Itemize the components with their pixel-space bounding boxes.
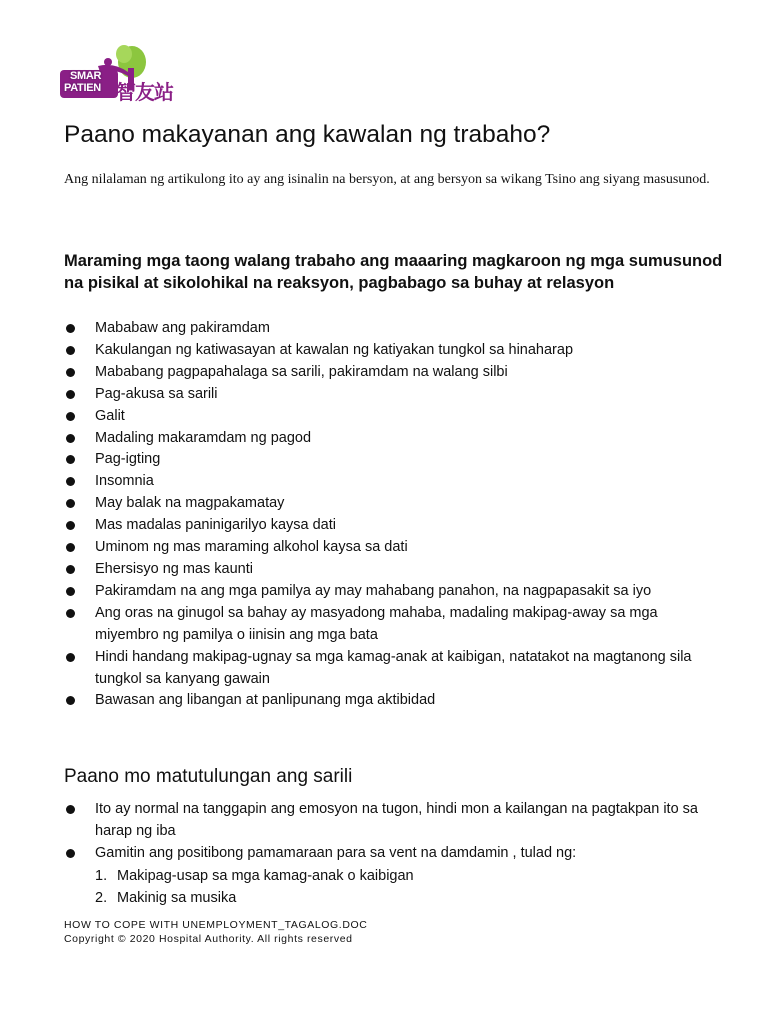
numbered-item	[95, 865, 695, 887]
list-item: Uminom ng mas maraming alkohol kaysa sa dati	[64, 537, 724, 559]
item-text: Makipag-usap sa mga kamag-anak o kaibigan	[117, 868, 414, 884]
item-text: Makinig sa musika	[117, 890, 237, 906]
list-item: Mababaw ang pakiramdam	[64, 318, 724, 340]
list-item: Pakiramdam na ang mga pamilya ay may mahabang panahon, na nagpapasakit sa iyo	[64, 581, 724, 603]
list-item: Galit	[64, 406, 724, 428]
page-title: Paano makayanan ang kawalan ng trabaho?	[64, 121, 551, 148]
footer	[64, 918, 367, 946]
section1-list	[64, 318, 724, 712]
list-item: Kakulangan ng katiwasayan at kawalan ng katiyakan tungkol sa hinaharap	[64, 340, 724, 362]
intro-paragraph: Ang nilalaman ng artikulong ito ay ang isinalin na bersyon, at ang bersyon sa wikang Tsino ang siyang masusunod.	[64, 172, 710, 187]
list-item: Mas madalas paninigarilyo kaysa dati	[64, 515, 724, 537]
list-item: Gamitin ang positibong pamamaraan para sa vent na damdamin , tulad ng:	[64, 843, 724, 865]
list-item: Ito ay normal na tanggapin ang emosyon na tugon, hindi mon a kailangan na pagtakpan ito sa harap ng iba	[64, 799, 724, 843]
list-item: Pag-akusa sa sarili	[64, 384, 724, 406]
list-item: Ang oras na ginugol sa bahay ay masyadong mahaba, madaling makipag-away sa mga miyembro ng pamilya o iinisin ang mga bata	[64, 603, 724, 647]
footer-filename: HOW TO COPE WITH UNEMPLOYMENT_TAGALOG.DOC	[64, 919, 368, 931]
section2-numbered-list	[95, 865, 695, 909]
section2-heading: Paano mo matutulungan ang sarili	[64, 766, 353, 787]
footer-copyright: Copyright © 2020 Hospital Authority. All rights reserved	[64, 933, 353, 945]
numbered-item	[95, 887, 695, 909]
list-item: Mababang pagpapahalaga sa sarili, pakiramdam na walang silbi	[64, 362, 724, 384]
logo-text-patient: PATIEN	[64, 82, 101, 94]
list-item: May balak na magpakamatay	[64, 493, 724, 515]
list-item: Madaling makaramdam ng pagod	[64, 428, 724, 450]
list-item: Hindi handang makipag-ugnay sa mga kamag-anak at kaibigan, natatakot na magtanong sila tungkol sa kanyang gawain	[64, 647, 724, 691]
item-number: 2.	[95, 890, 108, 906]
list-item: Pag-igting	[64, 449, 724, 471]
logo-text-chinese: 智友站	[116, 80, 173, 104]
logo	[58, 40, 188, 106]
item-number: 1.	[95, 868, 108, 884]
section1-heading: Maraming mga taong walang trabaho ang maaaring magkaroon ng mga sumusunod na pisikal at sikolohikal na reaksyon, pagbabago sa buhay at relasyon	[64, 252, 723, 292]
list-item: Bawasan ang libangan at panlipunang mga aktibidad	[64, 690, 724, 712]
logo-text-smart: SMAR	[70, 70, 102, 82]
section2-list	[64, 799, 724, 865]
list-item: Insomnia	[64, 471, 724, 493]
list-item: Ehersisyo ng mas kaunti	[64, 559, 724, 581]
